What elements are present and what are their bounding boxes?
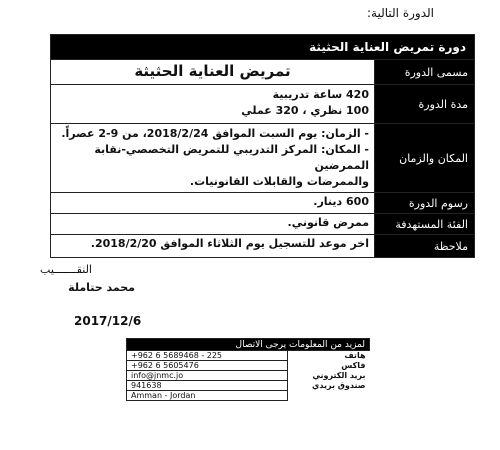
course-target-label: الفئة المستهدفة bbox=[375, 214, 475, 235]
contact-fax-value: +962 6 5605476 bbox=[127, 361, 288, 371]
course-place-label: المكان والزمان bbox=[375, 124, 475, 193]
contact-header: لمزيد من المعلومات يرجى الاتصال bbox=[127, 339, 370, 351]
course-target-value: ممرض قانوني. bbox=[51, 214, 375, 235]
contact-row-fax bbox=[127, 361, 370, 371]
course-fees-value: 600 دينار. bbox=[51, 193, 375, 214]
document-date: 2017/12/6 bbox=[74, 314, 142, 328]
intro-text: الدورة التالية: bbox=[366, 6, 434, 20]
contact-pobox-value: 941638 bbox=[127, 381, 288, 391]
course-note-value: اخر موعد للتسجيل يوم الثلاثاء الموافق 2018/2/20. bbox=[51, 235, 375, 258]
signature-title: النقـــــــيب bbox=[40, 263, 92, 276]
contact-row-email bbox=[127, 371, 370, 381]
course-row-place-time bbox=[51, 124, 475, 193]
contact-phone-value: +962 6 5689468 - 225 bbox=[127, 351, 288, 361]
contact-pobox-label: صندوق بريدي bbox=[312, 381, 366, 390]
course-fees-label: رسوم الدورة bbox=[375, 193, 475, 214]
contact-phone-label: هاتف bbox=[344, 351, 366, 361]
course-table bbox=[50, 34, 475, 258]
contact-city-label bbox=[287, 391, 370, 401]
contact-table bbox=[126, 338, 370, 401]
contact-city-value: Amman - Jordan bbox=[127, 391, 288, 401]
contact-row-phone bbox=[127, 351, 370, 361]
course-duration-label: مدة الدورة bbox=[375, 85, 475, 124]
contact-fax-label: فاكس bbox=[341, 361, 366, 370]
course-row-name bbox=[51, 60, 475, 85]
course-row-note bbox=[51, 235, 475, 258]
place-time-line: - الزمان: يوم السبت الموافق 2018/2/24، من 9-2 عصراً. bbox=[61, 127, 369, 140]
place-location-line-2: والممرضات والقابلات القانونيات. bbox=[189, 175, 369, 188]
course-place-value bbox=[51, 124, 375, 193]
contact-header-row bbox=[127, 339, 370, 351]
course-header: دورة تمريض العناية الحثيثة bbox=[51, 35, 475, 60]
duration-split: 100 نظري ، 320 عملي bbox=[241, 104, 369, 117]
duration-hours: 420 ساعة تدريبية bbox=[272, 88, 369, 101]
course-name-label: مسمى الدورة bbox=[375, 60, 475, 85]
contact-email-label: بريد الكتروني bbox=[312, 371, 366, 380]
contact-email-value: info@jnmc.jo bbox=[127, 371, 288, 381]
course-duration-value bbox=[51, 85, 375, 124]
course-name-value: تمريض العناية الحثيثة bbox=[51, 60, 375, 85]
course-row-fees bbox=[51, 193, 475, 214]
course-note-label: ملاحظة bbox=[375, 235, 475, 258]
place-location-line: - المكان: المركز التدريبي للتمريض التخصصي-نقابة الممرضين bbox=[94, 143, 369, 172]
course-header-row bbox=[51, 35, 475, 60]
course-row-duration bbox=[51, 85, 475, 124]
contact-row-pobox bbox=[127, 381, 370, 391]
signature-name: محمد حتاملة bbox=[68, 281, 135, 294]
course-row-target bbox=[51, 214, 475, 235]
contact-row-city bbox=[127, 391, 370, 401]
